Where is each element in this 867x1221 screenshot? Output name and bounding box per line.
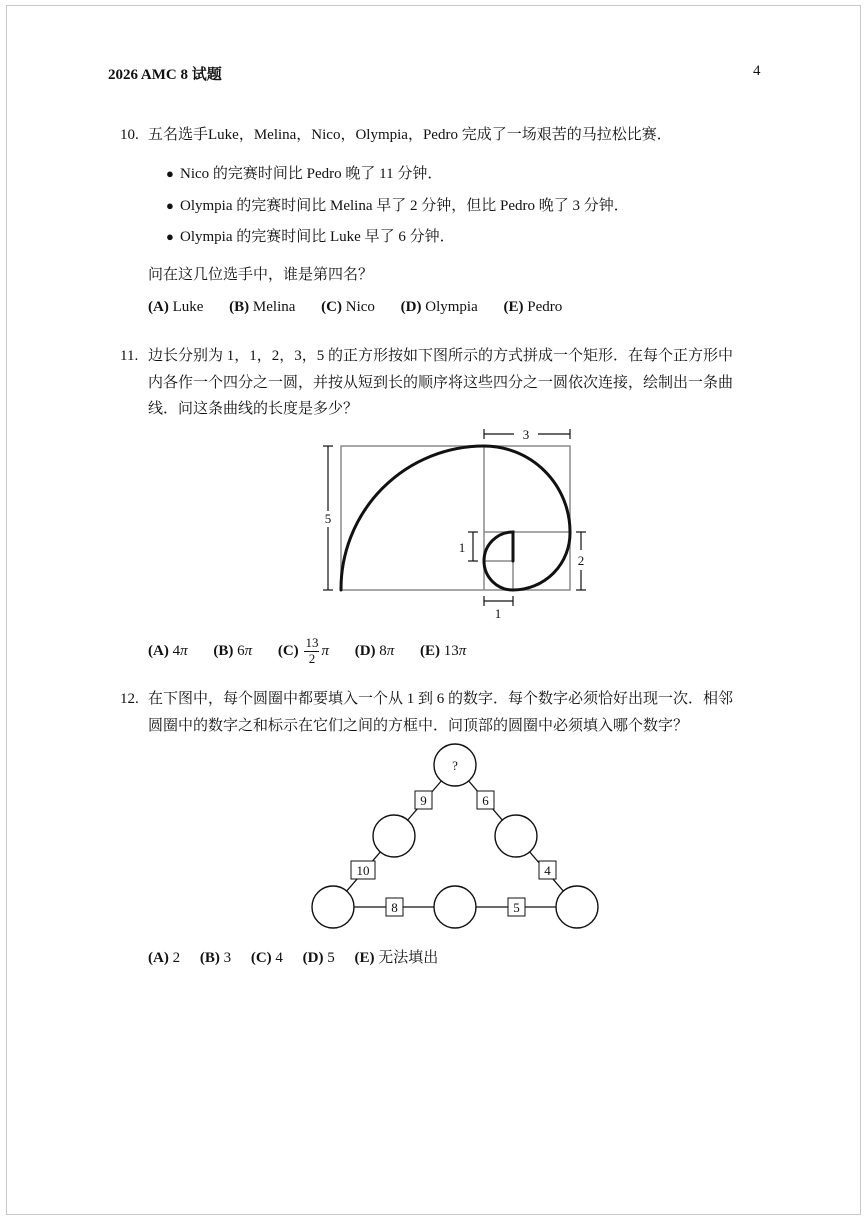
fraction: $\frac{13}{2}$ — [305, 635, 319, 667]
label-5: 5 — [324, 511, 332, 526]
q10-bullet-text: Olympia 的完赛时间比 Luke 早了 6 分钟． — [180, 229, 455, 245]
q11-stem-line — [120, 344, 733, 365]
bullet-dot-icon: ● — [166, 229, 174, 244]
circle[interactable] — [373, 815, 415, 857]
q11-choices — [148, 634, 488, 668]
choice-d[interactable]: (D) 8π — [354, 643, 395, 659]
circle[interactable] — [495, 815, 537, 857]
q10-question: 问在这几位选手中，谁是第四名？ — [148, 267, 374, 283]
sum-box: 8 — [391, 900, 398, 915]
q10-bullet — [166, 162, 442, 183]
q10-bullet-text: Olympia 的完赛时间比 Melina 早了 2 分钟，但比 Pedro 晚了 3 分钟． — [180, 198, 629, 214]
q10-bullet — [166, 194, 629, 215]
header-title: 2026 AMC 8 试题 — [108, 67, 222, 83]
choice-b[interactable]: (B) 6π — [213, 643, 253, 659]
sum-box: 9 — [420, 793, 427, 808]
choice-a[interactable]: (A) 2 — [148, 950, 181, 966]
outer-rectangle — [341, 446, 570, 590]
q12-number: 12. — [120, 691, 139, 707]
q10-bullet — [166, 225, 455, 246]
spiral-curve — [341, 446, 570, 590]
sum-box: 4 — [544, 863, 551, 878]
q10-stem-line — [120, 123, 672, 144]
q10-bullet-text: Nico 的完赛时间比 Pedro 晚了 11 分钟． — [180, 166, 443, 182]
label-1-bottom: 1 — [494, 606, 502, 621]
q10-number: 10. — [120, 127, 139, 143]
q11-line: 边长分别为 1，1，2，3，5 的正方形按如下图所示的方式拼成一个矩形．在每个正方形中 — [148, 348, 734, 364]
choice-c[interactable]: (C) $\frac{13}{2}$ π — [277, 635, 329, 667]
circle-triangle-figure — [305, 740, 605, 932]
choice-d[interactable]: (D) Olympia — [400, 299, 478, 315]
choice-e[interactable]: (E) Pedro — [503, 299, 563, 315]
q12-stem-line — [120, 687, 733, 708]
label-3: 3 — [522, 427, 530, 442]
choice-b[interactable]: (B) 3 — [199, 950, 232, 966]
circle[interactable] — [312, 886, 354, 928]
choice-b[interactable]: (B) Melina — [229, 299, 296, 315]
label-2: 2 — [577, 553, 585, 568]
bullet-dot-icon: ● — [166, 198, 174, 213]
choice-d[interactable]: (D) 5 — [302, 950, 335, 966]
choice-e[interactable]: (E) 13π — [420, 643, 467, 659]
q12-line: 在下图中，每个圆圈中都要填入一个从 1 到 6 的数字．每个数字必须恰好出现一次．相邻 — [148, 691, 734, 707]
label-1-inner: 1 — [458, 540, 466, 555]
bullet-dot-icon: ● — [166, 166, 174, 181]
q11-line: 线．问这条曲线的长度是多少？ — [148, 401, 359, 417]
choice-a[interactable]: (A) Luke — [148, 299, 204, 315]
q10-choices — [148, 299, 584, 316]
circle[interactable] — [556, 886, 598, 928]
q12-line: 圆圈中的数字之和标示在它们之间的方框中．问顶部的圆圈中必须填入哪个数字？ — [148, 718, 689, 734]
choice-e[interactable]: (E) 无法填出 — [354, 950, 439, 966]
q10-stem: 五名选手Luke，Melina，Nico，Olympia，Pedro 完成了一场艰苦的马拉松比赛． — [148, 127, 672, 143]
sum-box: 10 — [356, 863, 370, 878]
q11-line: 内各作一个四分之一圆，并按从短到长的顺序将这些四分之一圆依次连接，绘制出一条曲 — [148, 375, 734, 391]
choice-c[interactable]: (C) Nico — [321, 299, 375, 315]
sum-box: 5 — [513, 900, 520, 915]
q11-number: 11. — [120, 348, 139, 364]
choice-c[interactable]: (C) 4 — [250, 950, 283, 966]
sum-box: 6 — [482, 793, 489, 808]
top-circle-label: ? — [452, 758, 458, 773]
choice-a[interactable]: (A) 4π — [148, 643, 188, 659]
circle[interactable] — [434, 886, 476, 928]
page-number: 4 — [753, 63, 761, 79]
fibonacci-figure — [310, 424, 590, 624]
q12-choices — [148, 946, 460, 967]
